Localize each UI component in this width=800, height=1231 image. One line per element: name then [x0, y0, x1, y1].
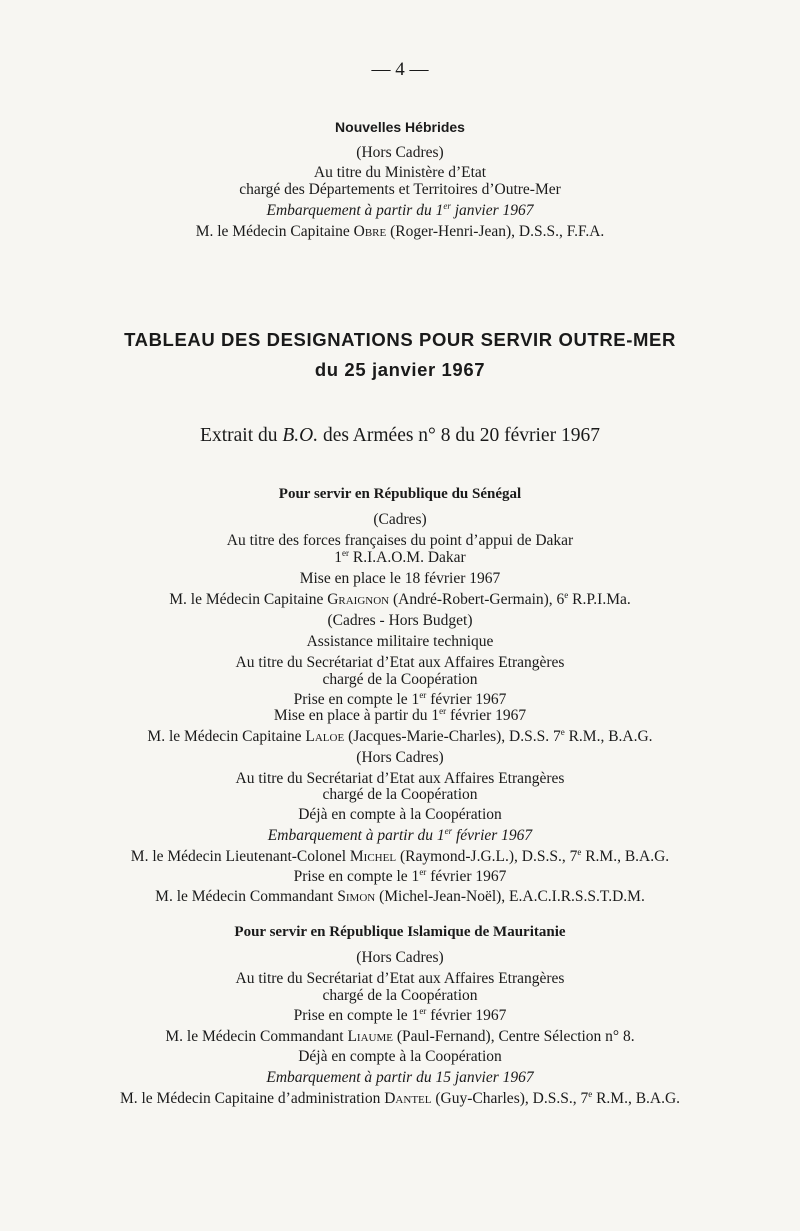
embarkation-line: Embarquement à partir du 15 janvier 1967 — [266, 1069, 534, 1086]
section-heading-nouvelles-hebrides: Nouvelles Hébrides — [335, 119, 465, 135]
page-number: — 4 — — [371, 59, 429, 80]
personnel-entry: M. le Médecin Commandant Simon (Michel-Jean-Noël), E.A.C.I.R.S.S.T.D.M. — [155, 888, 645, 905]
authority-line: Au titre du Ministère d’Etat — [313, 164, 487, 181]
extrait-line: Extrait du B.O. des Armées n° 8 du 20 février 1967 — [200, 425, 600, 446]
authority-line: chargé des Départements et Territoires d’Outre-Mer — [239, 181, 561, 198]
assistance-line: Assistance militaire technique — [306, 633, 494, 650]
personnel-entry: M. le Médecin Commandant Liaume (Paul-Fernand), Centre Sélection n° 8. — [165, 1028, 635, 1045]
authority-line: Au titre des forces françaises du point d’appui de Dakar — [226, 532, 574, 549]
document-title: TABLEAU DES DESIGNATIONS POUR SERVIR OUTRE-MER — [124, 329, 676, 350]
status-line: Déjà en compte à la Coopération — [298, 806, 502, 823]
status-line: (Cadres - Hors Budget) — [327, 612, 473, 629]
personnel-entry: M. le Médecin Lieutenant-Colonel Michel (Raymond-J.G.L.), D.S.S., 7e R.M., B.A.G. — [130, 846, 670, 865]
date-line: Prise en compte le 1er février 1967 — [293, 1005, 507, 1024]
date-line: Mise en place le 18 février 1967 — [299, 570, 501, 587]
status-line: (Hors Cadres) — [356, 749, 444, 766]
personnel-entry: M. le Médecin Capitaine Obre (Roger-Henri-Jean), D.S.S., F.F.A. — [195, 223, 605, 240]
date-line: Prise en compte le 1er février 1967 — [293, 689, 507, 708]
status-line: (Cadres) — [373, 511, 427, 528]
authority-line: chargé de la Coopération — [322, 671, 478, 688]
authority-line: Au titre du Secrétariat d’Etat aux Affaires Etrangères — [235, 970, 565, 987]
authority-line: Au titre du Secrétariat d’Etat aux Affaires Etrangères — [235, 654, 565, 671]
personnel-entry: M. le Médecin Capitaine Laloe (Jacques-Marie-Charles), D.S.S. 7e R.M., B.A.G. — [147, 726, 653, 745]
section-heading-mauritanie: Pour servir en République Islamique de Mauritanie — [234, 924, 566, 940]
status-line: Déjà en compte à la Coopération — [298, 1048, 502, 1065]
date-line: Prise en compte le 1er février 1967 — [293, 866, 507, 885]
personnel-entry: M. le Médecin Capitaine d’administration Dantel (Guy-Charles), D.S.S., 7e R.M., B.A.G. — [119, 1088, 681, 1107]
unit-line: 1er R.I.A.O.M. Dakar — [334, 547, 466, 566]
authority-line: chargé de la Coopération — [322, 786, 478, 803]
authority-line: chargé de la Coopération — [322, 987, 478, 1004]
authority-line: Au titre du Secrétariat d’Etat aux Affaires Etrangères — [235, 770, 565, 787]
embarkation-line: Embarquement à partir du 1er février 1967 — [267, 825, 533, 844]
date-line: Mise en place à partir du 1er février 1967 — [273, 705, 527, 724]
status-line: (Hors Cadres) — [356, 144, 444, 161]
document-subtitle: du 25 janvier 1967 — [314, 359, 486, 380]
status-line: (Hors Cadres) — [356, 949, 444, 966]
embarkation-line: Embarquement à partir du 1er janvier 1967 — [266, 200, 534, 219]
personnel-entry: M. le Médecin Capitaine Graignon (André-Robert-Germain), 6e R.P.I.Ma. — [169, 589, 631, 608]
section-heading-senegal: Pour servir en République du Sénégal — [278, 486, 522, 502]
